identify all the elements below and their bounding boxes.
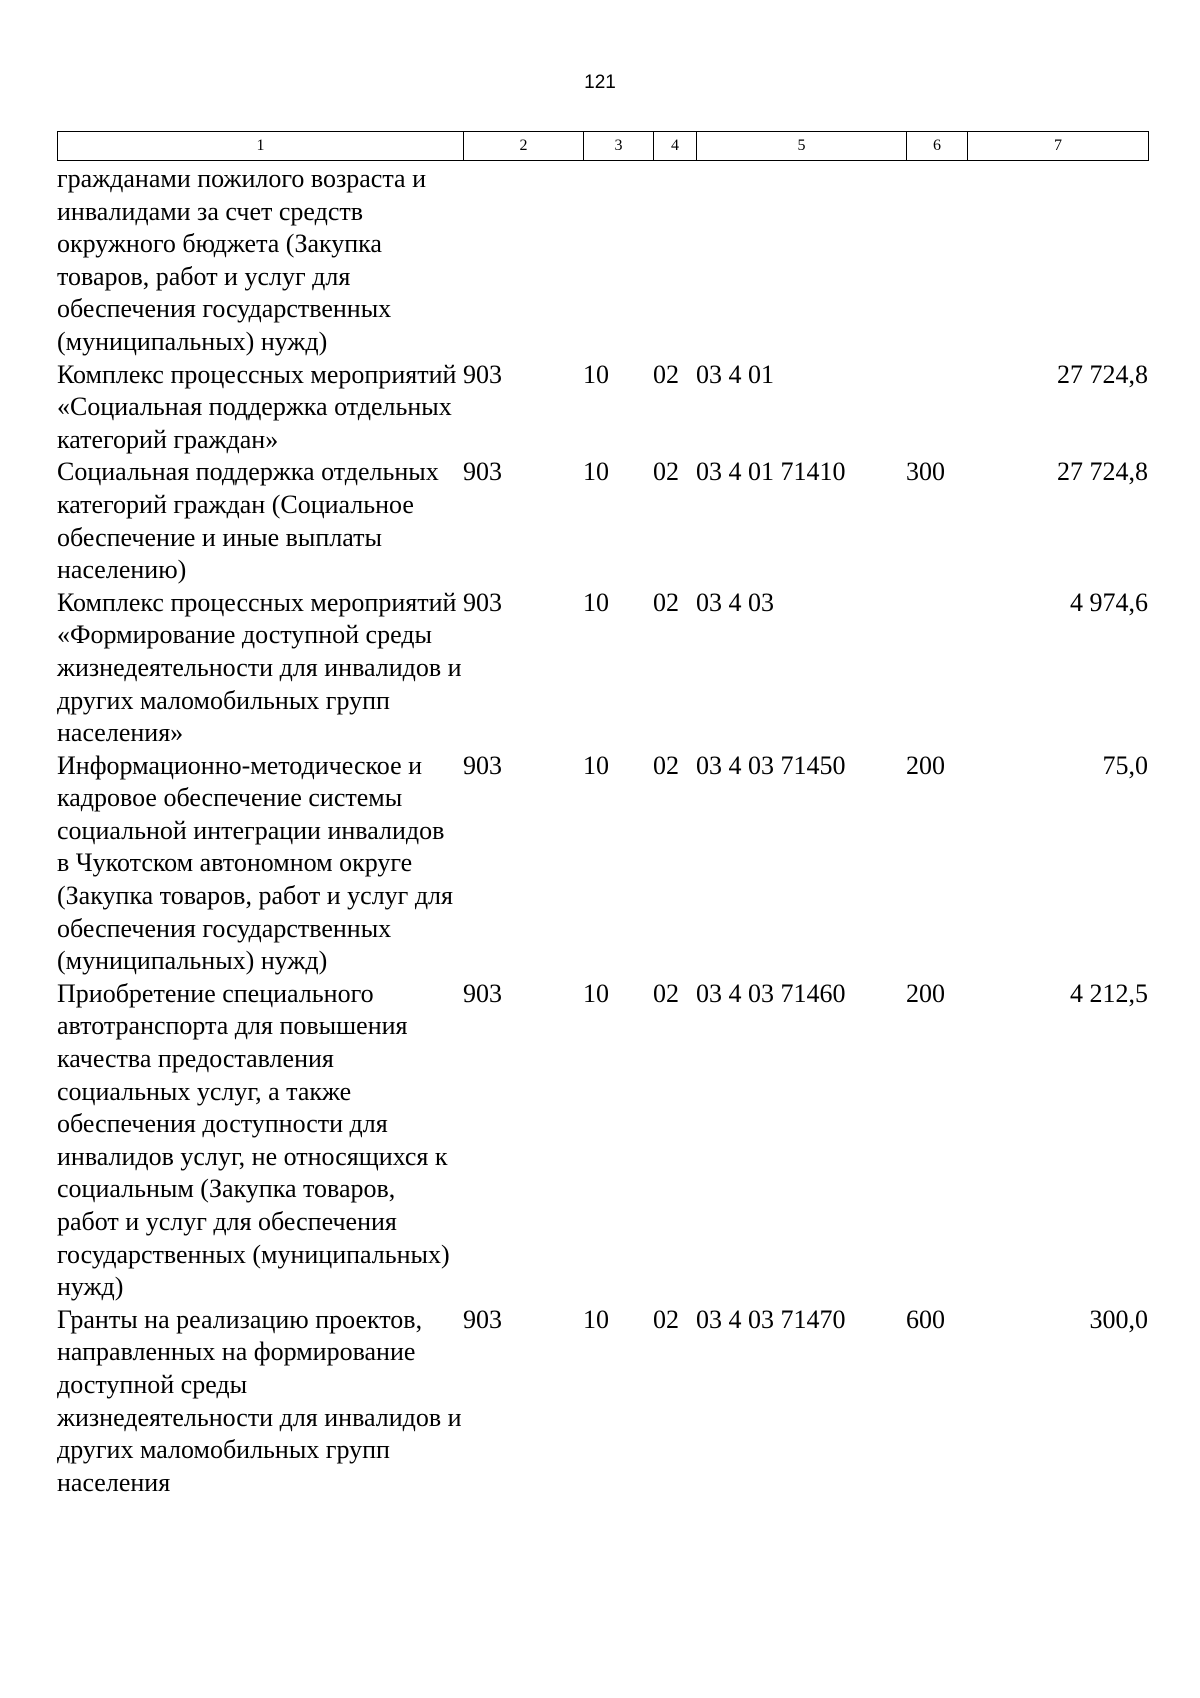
column-header-5: 5 — [697, 132, 907, 161]
column-header-4: 4 — [654, 132, 697, 161]
column-header-2: 2 — [464, 132, 584, 161]
row-name: Приобретение специального автотранспорта для повышения качества предоставления социальных услуг, а также обеспечения доступности для инвалидов услуг, не относящихся к социальным (Закупка товаров, работ и услуг для обеспечения государственных (муниципальных) нужд) — [57, 978, 450, 1302]
row-code-target: 03 4 03 71470 — [696, 1304, 846, 1334]
row-name: Гранты на реализацию проектов, направленных на формирование доступной среды жизнедеятельности для инвалидов и других маломобильных групп населения — [57, 1304, 462, 1497]
row-code-section: 10 — [583, 978, 609, 1008]
row-amount: 75,0 — [1102, 750, 1148, 780]
row-code-target: 03 4 03 71460 — [696, 978, 846, 1008]
row-code-subsection: 02 — [653, 978, 679, 1008]
row-amount: 4 212,5 — [1070, 978, 1148, 1008]
row-code-expense-type: 300 — [906, 457, 945, 487]
table-row — [57, 163, 1148, 359]
row-code-section: 10 — [583, 587, 609, 617]
row-code-target: 03 4 01 — [696, 359, 774, 389]
table-row — [57, 359, 1148, 457]
row-code-section: 10 — [583, 457, 609, 487]
table-row — [57, 750, 1148, 978]
row-name: гражданами пожилого возраста и инвалидами за счет средств окружного бюджета (Закупка товаров, работ и услуг для обеспечения государственных (муниципальных) нужд) — [57, 164, 426, 356]
row-amount: 27 724,8 — [1057, 359, 1148, 389]
row-name: Комплекс процессных мероприятий «Формирование доступной среды жизнедеятельности для инвалидов и других маломобильных групп населения» — [57, 587, 462, 748]
column-header-table — [57, 131, 1149, 161]
row-code-expense-type — [906, 163, 967, 359]
row-code-target: 03 4 03 71450 — [696, 750, 846, 780]
row-amount: 4 974,6 — [1070, 587, 1148, 617]
column-header-1: 1 — [58, 132, 464, 161]
budget-table — [57, 163, 1148, 1499]
row-code-section: 10 — [583, 359, 609, 389]
row-code-subsection: 02 — [653, 1304, 679, 1334]
row-code-ministry: 903 — [463, 587, 502, 617]
row-code-section: 10 — [583, 750, 609, 780]
row-code-expense-type — [906, 587, 967, 750]
row-code-subsection: 02 — [653, 750, 679, 780]
row-code-ministry: 903 — [463, 359, 502, 389]
row-code-expense-type: 200 — [906, 978, 945, 1008]
row-code-section — [583, 163, 653, 359]
row-code-subsection — [653, 163, 696, 359]
table-row — [57, 587, 1148, 750]
row-code-ministry: 903 — [463, 457, 502, 487]
table-row — [57, 978, 1148, 1304]
table-row — [57, 1304, 1148, 1500]
row-code-expense-type — [906, 359, 967, 457]
row-code-target: 03 4 03 — [696, 587, 774, 617]
row-name: Социальная поддержка отдельных категорий граждан (Социальное обеспечение и иные выплаты населению) — [57, 457, 439, 585]
row-code-subsection: 02 — [653, 587, 679, 617]
row-code-ministry: 903 — [463, 1304, 502, 1334]
column-header-7: 7 — [968, 132, 1149, 161]
column-header-6: 6 — [907, 132, 968, 161]
row-code-ministry: 903 — [463, 750, 502, 780]
row-code-expense-type: 600 — [906, 1304, 945, 1334]
row-code-ministry — [463, 163, 583, 359]
row-code-expense-type: 200 — [906, 750, 945, 780]
row-code-target: 03 4 01 71410 — [696, 457, 846, 487]
row-code-subsection: 02 — [653, 457, 679, 487]
row-code-subsection: 02 — [653, 359, 679, 389]
row-code-ministry: 903 — [463, 978, 502, 1008]
row-amount: 300,0 — [1089, 1304, 1148, 1334]
row-code-target — [696, 163, 906, 359]
column-header-row — [58, 132, 1149, 161]
row-amount — [967, 163, 1148, 359]
row-code-section: 10 — [583, 1304, 609, 1334]
row-name: Информационно-методическое и кадровое обеспечение системы социальной интеграции инвалидов в Чукотском автономном округе (Закупка товаров, работ и услуг для обеспечения государственных (муниципальных) нужд) — [57, 750, 453, 976]
table-row — [57, 456, 1148, 586]
column-header-3: 3 — [584, 132, 654, 161]
page-number: 121 — [584, 72, 616, 93]
row-amount: 27 724,8 — [1057, 457, 1148, 487]
row-name: Комплекс процессных мероприятий «Социальная поддержка отдельных категорий граждан» — [57, 359, 457, 454]
